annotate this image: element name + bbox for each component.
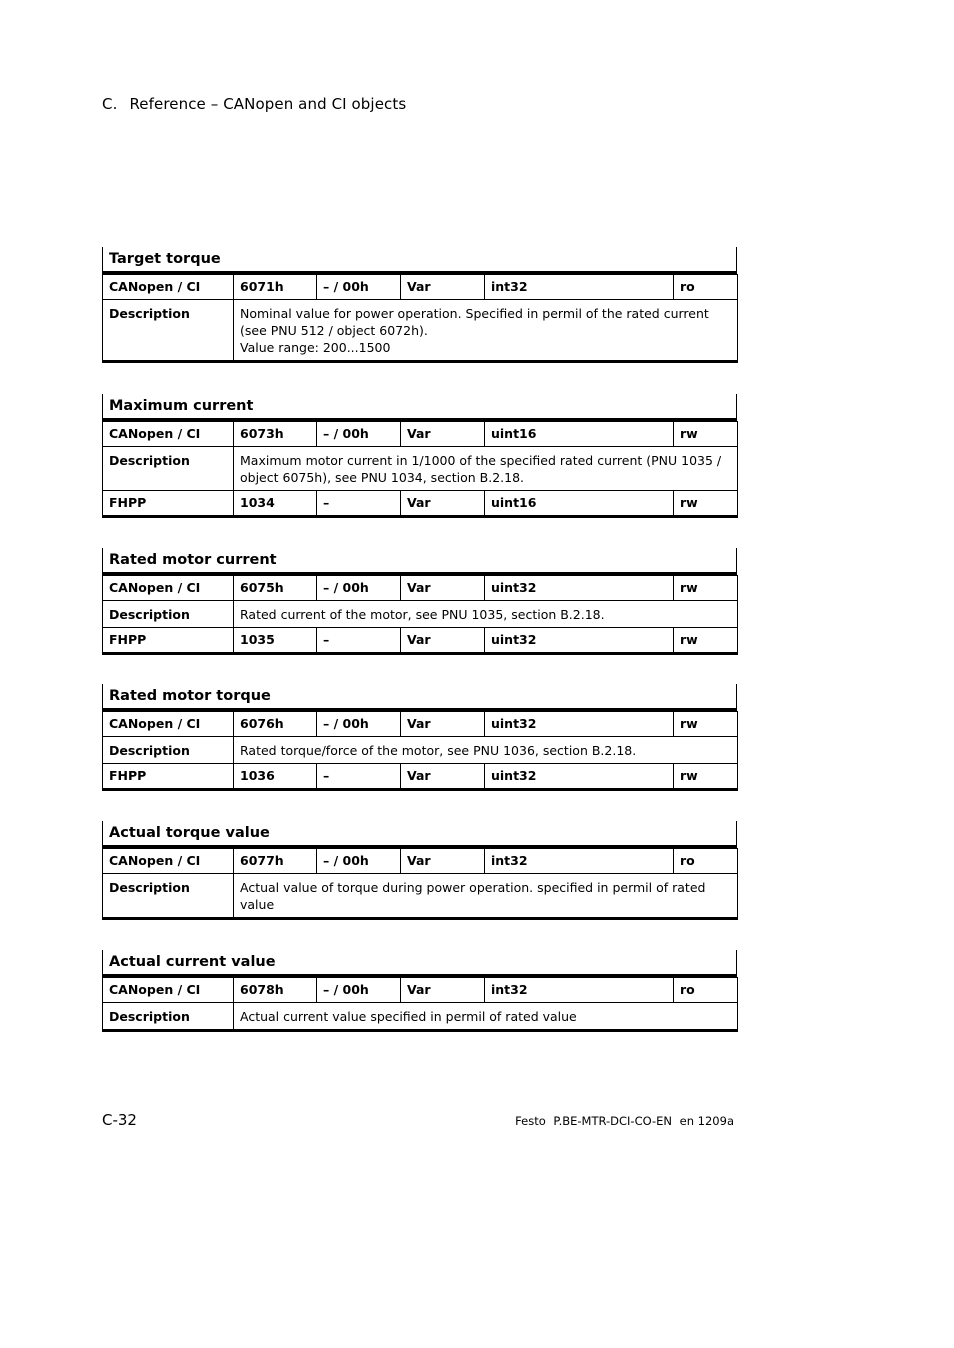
page-number: C-32	[102, 1111, 137, 1129]
fhpp-row-cell: rw	[674, 628, 738, 654]
fhpp-row-cell: FHPP	[103, 628, 234, 654]
object-table	[102, 274, 738, 363]
canopen-row-cell: – / 00h	[317, 712, 401, 737]
fhpp-row-cell: –	[317, 764, 401, 790]
object-table	[102, 848, 738, 920]
canopen-row-cell: rw	[674, 576, 738, 601]
description-line: value	[240, 897, 275, 912]
canopen-row-cell: 6078h	[234, 978, 317, 1003]
canopen-row-cell: rw	[674, 422, 738, 447]
object-title-text: Actual torque value	[109, 825, 270, 841]
canopen-row-cell: Var	[401, 849, 485, 874]
object-table	[102, 421, 738, 518]
object-title-text: Rated motor torque	[109, 688, 271, 704]
description-text	[234, 601, 738, 628]
description-row	[103, 601, 738, 628]
canopen-row	[103, 275, 738, 300]
canopen-row-cell: CANopen / CI	[103, 978, 234, 1003]
object-title	[102, 548, 737, 575]
description-row	[103, 300, 738, 362]
description-text	[234, 1003, 738, 1031]
section-number: C.	[102, 95, 118, 113]
fhpp-row-cell: 1036	[234, 764, 317, 790]
description-row	[103, 737, 738, 764]
canopen-row-cell: 6076h	[234, 712, 317, 737]
description-row	[103, 447, 738, 491]
object-block	[102, 394, 737, 518]
canopen-row-cell: – / 00h	[317, 849, 401, 874]
page-header	[102, 95, 406, 113]
description-line: Rated current of the motor, see PNU 1035, section B.2.18.	[240, 607, 605, 622]
canopen-row-cell: int32	[485, 849, 674, 874]
section-title: Reference – CANopen and CI objects	[129, 95, 407, 113]
fhpp-row-cell: 1035	[234, 628, 317, 654]
fhpp-row-cell: uint16	[485, 491, 674, 517]
object-title-text: Target torque	[109, 251, 221, 267]
fhpp-row-cell: Var	[401, 491, 485, 517]
object-title	[102, 950, 737, 977]
canopen-row-cell: CANopen / CI	[103, 712, 234, 737]
canopen-row-cell: – / 00h	[317, 275, 401, 300]
canopen-row-cell: int32	[485, 275, 674, 300]
canopen-row-cell: CANopen / CI	[103, 849, 234, 874]
canopen-row-cell: CANopen / CI	[103, 422, 234, 447]
canopen-row-cell: Var	[401, 712, 485, 737]
object-title	[102, 684, 737, 711]
canopen-row-cell: Var	[401, 576, 485, 601]
footer-doc-id: P.BE-MTR-DCI-CO-EN	[553, 1114, 672, 1128]
description-line: Actual value of torque during power operation. specified in permil of rated	[240, 880, 706, 895]
fhpp-row-cell: Var	[401, 628, 485, 654]
canopen-row-cell: 6075h	[234, 576, 317, 601]
object-table	[102, 575, 738, 655]
canopen-row-cell: Var	[401, 422, 485, 447]
fhpp-row-cell: rw	[674, 764, 738, 790]
description-line: Actual current value specified in permil of rated value	[240, 1009, 577, 1024]
fhpp-row-cell: 1034	[234, 491, 317, 517]
object-block	[102, 247, 737, 363]
description-text	[234, 737, 738, 764]
description-line: Maximum motor current in 1/1000 of the specified rated current (PNU 1035 /	[240, 453, 722, 468]
canopen-row-cell: ro	[674, 275, 738, 300]
fhpp-row-cell: FHPP	[103, 764, 234, 790]
description-line: (see PNU 512 / object 6072h).	[240, 323, 428, 338]
description-label: Description	[103, 447, 234, 491]
canopen-row-cell: – / 00h	[317, 422, 401, 447]
canopen-row-cell: – / 00h	[317, 978, 401, 1003]
object-block	[102, 684, 737, 791]
canopen-row-cell: uint32	[485, 576, 674, 601]
object-block	[102, 950, 737, 1032]
canopen-row-cell: Var	[401, 978, 485, 1003]
fhpp-row-cell: –	[317, 628, 401, 654]
fhpp-row	[103, 764, 738, 790]
fhpp-row-cell: Var	[401, 764, 485, 790]
canopen-row	[103, 712, 738, 737]
fhpp-row	[103, 628, 738, 654]
description-line: Rated torque/force of the motor, see PNU 1036, section B.2.18.	[240, 743, 637, 758]
canopen-row	[103, 849, 738, 874]
canopen-row	[103, 576, 738, 601]
canopen-row-cell: ro	[674, 978, 738, 1003]
fhpp-row-cell: –	[317, 491, 401, 517]
object-block	[102, 821, 737, 920]
description-label: Description	[103, 1003, 234, 1031]
description-line: object 6075h), see PNU 1034, section B.2.18.	[240, 470, 525, 485]
object-title	[102, 821, 737, 848]
description-label: Description	[103, 300, 234, 362]
object-table	[102, 711, 738, 791]
fhpp-row-cell: uint32	[485, 764, 674, 790]
canopen-row	[103, 978, 738, 1003]
footer-doc-info	[511, 1114, 734, 1128]
canopen-row-cell: 6071h	[234, 275, 317, 300]
object-title	[102, 247, 737, 274]
fhpp-row-cell: FHPP	[103, 491, 234, 517]
canopen-row-cell: uint32	[485, 712, 674, 737]
canopen-row-cell: CANopen / CI	[103, 576, 234, 601]
description-row	[103, 1003, 738, 1031]
canopen-row	[103, 422, 738, 447]
fhpp-row-cell: uint32	[485, 628, 674, 654]
fhpp-row	[103, 491, 738, 517]
description-text	[234, 300, 738, 362]
object-title-text: Maximum current	[109, 398, 254, 414]
object-table	[102, 977, 738, 1032]
description-line: Value range: 200...1500	[240, 340, 391, 355]
canopen-row-cell: – / 00h	[317, 576, 401, 601]
description-row	[103, 874, 738, 919]
object-block	[102, 548, 737, 655]
canopen-row-cell: ro	[674, 849, 738, 874]
fhpp-row-cell: rw	[674, 491, 738, 517]
object-title	[102, 394, 737, 421]
canopen-row-cell: uint16	[485, 422, 674, 447]
canopen-row-cell: int32	[485, 978, 674, 1003]
description-label: Description	[103, 601, 234, 628]
canopen-row-cell: 6077h	[234, 849, 317, 874]
footer-publisher: Festo	[515, 1114, 546, 1128]
description-line: Nominal value for power operation. Specified in permil of the rated current	[240, 306, 709, 321]
canopen-row-cell: 6073h	[234, 422, 317, 447]
object-title-text: Actual current value	[109, 954, 276, 970]
description-text	[234, 874, 738, 919]
canopen-row-cell: rw	[674, 712, 738, 737]
description-label: Description	[103, 874, 234, 919]
canopen-row-cell: Var	[401, 275, 485, 300]
footer-version: en 1209a	[679, 1114, 734, 1128]
canopen-row-cell: CANopen / CI	[103, 275, 234, 300]
description-label: Description	[103, 737, 234, 764]
description-text	[234, 447, 738, 491]
object-title-text: Rated motor current	[109, 552, 277, 568]
